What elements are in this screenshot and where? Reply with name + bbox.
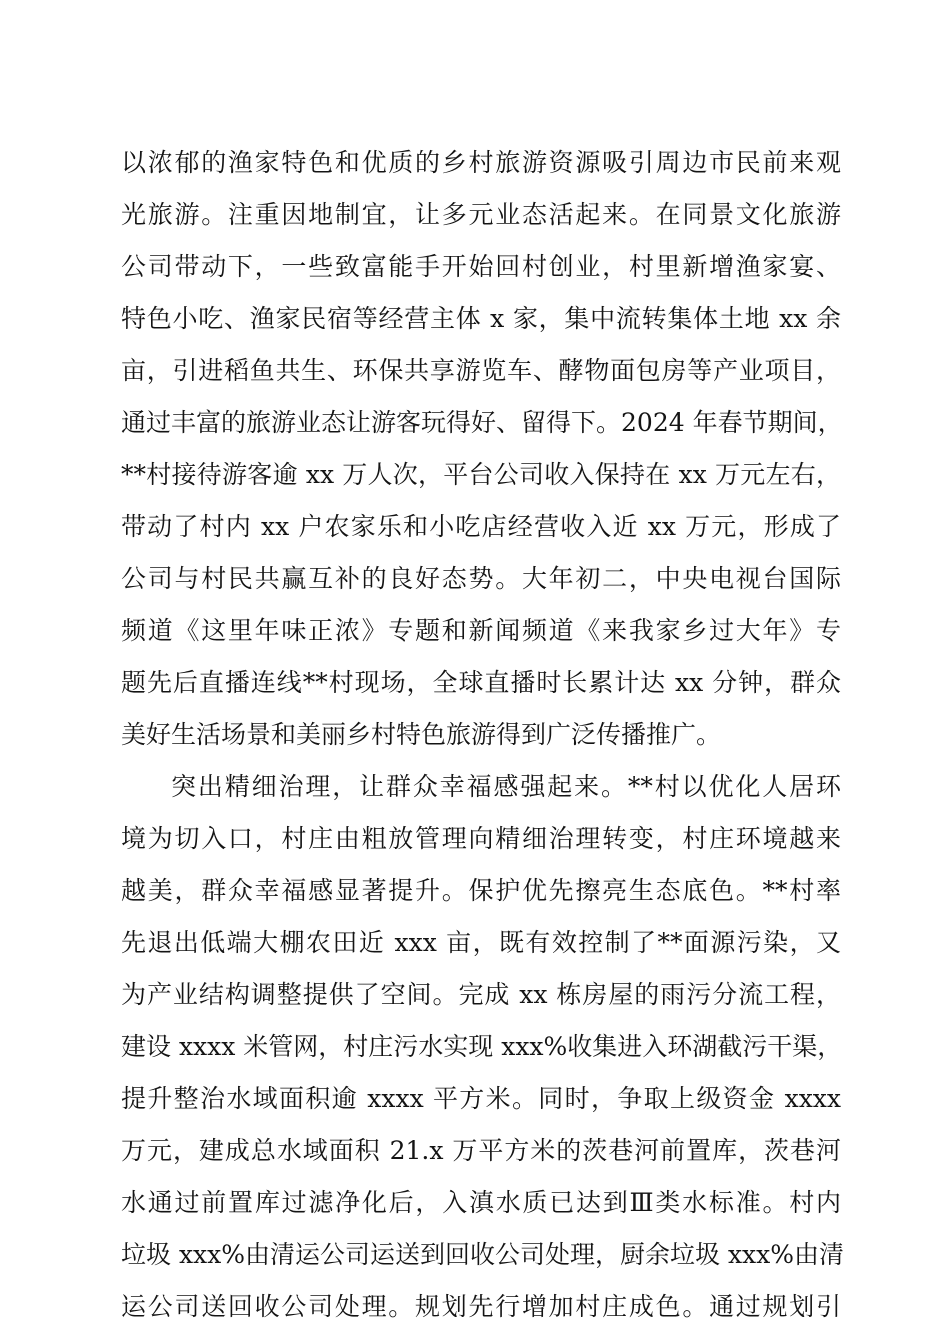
text-line: 带动了村内 xx 户农家乐和小吃店经营收入近 xx 万元，形成了: [121, 512, 841, 541]
text-line: 水通过前置库过滤净化后，入滇水质已达到Ⅲ类水标准。村内: [121, 1188, 841, 1217]
paragraph-end-line: 美好生活场景和美丽乡村特色旅游得到广泛传播推广。: [121, 720, 722, 749]
text-line: 越美，群众幸福感显著提升。保护优先擦亮生态底色。**村率: [121, 876, 841, 905]
text-line: 公司与村民共赢互补的良好态势。大年初二，中央电视台国际: [121, 564, 841, 593]
text-line: 题先后直播连线**村现场，全球直播时长累计达 xx 分钟，群众: [121, 668, 841, 697]
text-line: 建设 xxxx 米管网，村庄污水实现 xxx%收集进入环湖截污干渠，: [121, 1032, 843, 1061]
body-text: [121, 137, 845, 1333]
paragraph-start-line: 突出精细治理，让群众幸福感强起来。**村以优化人居环: [171, 772, 841, 801]
text-line: 公司带动下，一些致富能手开始回村创业，村里新增渔家宴、: [121, 252, 841, 281]
text-line: 境为切入口，村庄由粗放管理向精细治理转变，村庄环境越来: [121, 824, 841, 853]
text-line: 光旅游。注重因地制宜，让多元业态活起来。在同景文化旅游: [121, 200, 841, 229]
text-line: 先退出低端大棚农田近 xxx 亩，既有效控制了**面源污染，又: [121, 928, 841, 957]
text-line: 为产业结构调整提供了空间。完成 xx 栋房屋的雨污分流工程，: [121, 980, 841, 1009]
text-line: 频道《这里年味正浓》专题和新闻频道《来我家乡过大年》专: [121, 616, 841, 645]
text-line: 以浓郁的渔家特色和优质的乡村旅游资源吸引周边市民前来观: [121, 148, 841, 177]
text-line: 通过丰富的旅游业态让游客玩得好、留得下。2024 年春节期间，: [121, 408, 843, 437]
text-line: 亩，引进稻鱼共生、环保共享游览车、酵物面包房等产业项目，: [121, 356, 841, 385]
text-line: 运公司送回收公司处理。规划先行增加村庄成色。通过规划引: [121, 1292, 841, 1321]
text-line: 提升整治水域面积逾 xxxx 平方米。同时，争取上级资金 xxxx: [121, 1084, 841, 1113]
text-line: **村接待游客逾 xx 万人次，平台公司收入保持在 xx 万元左右，: [121, 460, 841, 489]
text-line: 万元，建成总水域面积 21.x 万平方米的茨巷河前置库，茨巷河: [121, 1136, 841, 1165]
text-line: 特色小吃、渔家民宿等经营主体 x 家，集中流转集体土地 xx 余: [121, 304, 841, 333]
text-line: 垃圾 xxx%由清运公司运送到回收公司处理，厨余垃圾 xxx%由清: [121, 1240, 845, 1269]
